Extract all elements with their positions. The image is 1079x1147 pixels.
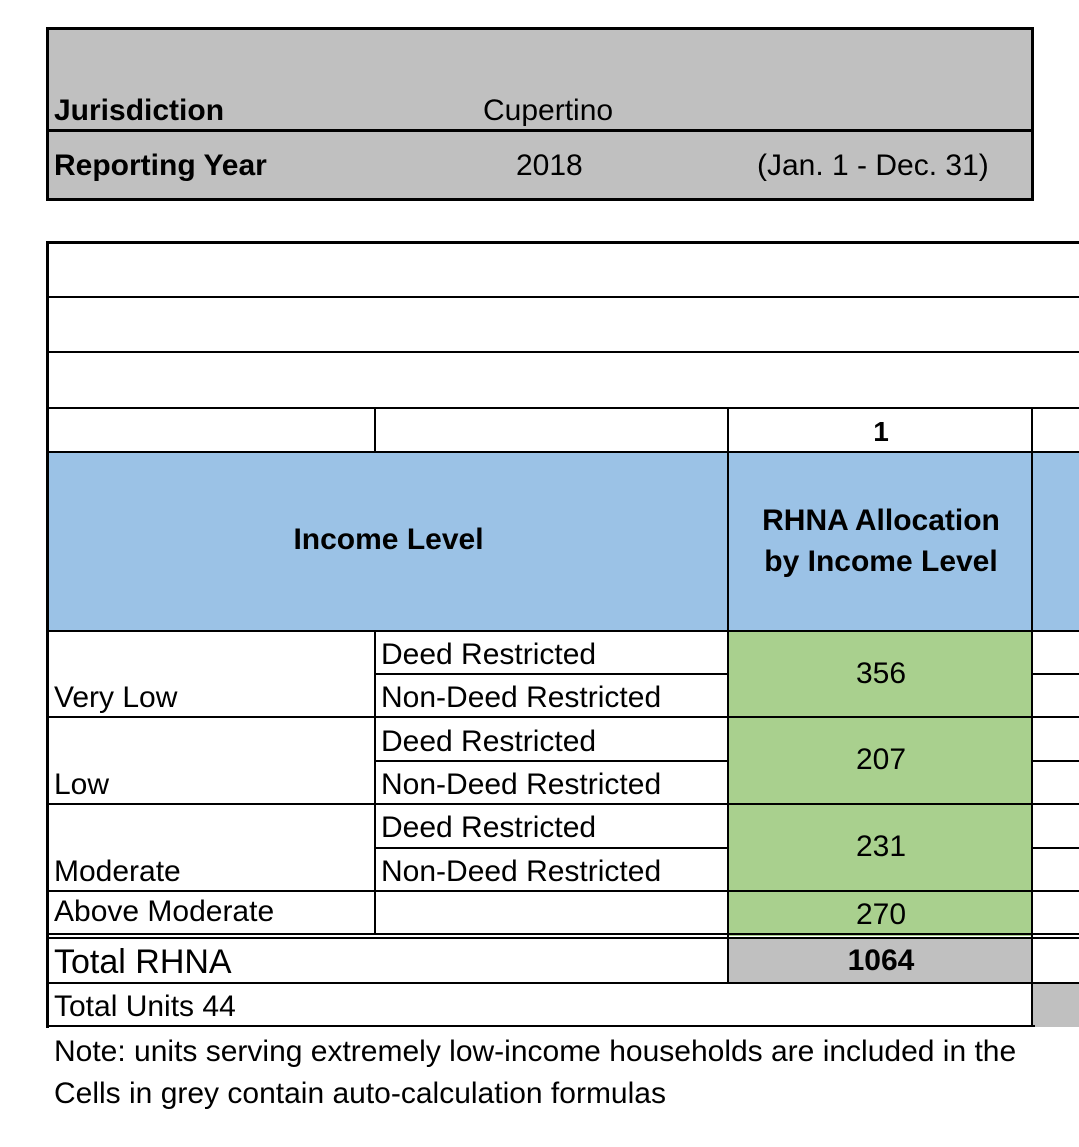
next-column-header-cell xyxy=(1033,453,1079,631)
total-rhna-value: 1064 xyxy=(847,944,915,977)
reporting-period: (Jan. 1 - Dec. 31) xyxy=(757,149,989,182)
income-level-header: Income Level xyxy=(293,523,484,556)
total-units-label: Total Units 44 xyxy=(54,990,236,1023)
income-level-moderate: Moderate xyxy=(54,855,181,888)
income-level-very-low: Very Low xyxy=(54,681,178,714)
header-divider xyxy=(49,129,1031,132)
rhna-header-line2: by Income Level xyxy=(764,545,998,578)
jurisdiction-label: Jurisdiction xyxy=(54,94,225,127)
very-low-non-deed-restricted: Non-Deed Restricted xyxy=(381,681,662,714)
jurisdiction-value: Cupertino xyxy=(483,94,614,127)
rhna-header-line1: RHNA Allocation xyxy=(762,504,1000,537)
low-rhna-value: 207 xyxy=(855,743,907,776)
column-number: 1 xyxy=(873,416,889,447)
reporting-year-value: 2018 xyxy=(516,149,583,182)
very-low-rhna-value: 356 xyxy=(855,657,907,690)
income-level-low: Low xyxy=(54,768,110,801)
moderate-rhna-value: 231 xyxy=(855,830,907,863)
very-low-deed-restricted: Deed Restricted xyxy=(381,638,597,671)
rhna-header-cell xyxy=(729,453,1033,631)
low-non-deed-restricted: Non-Deed Restricted xyxy=(381,768,662,801)
note-extremely-low-income: Note: units serving extremely low-income households are included in the xyxy=(54,1035,1017,1068)
above-moderate-rhna-value: 270 xyxy=(855,898,907,931)
low-deed-restricted: Deed Restricted xyxy=(381,725,597,758)
note-grey-cells: Cells in grey contain auto-calculation formulas xyxy=(54,1077,666,1110)
moderate-deed-restricted: Deed Restricted xyxy=(381,811,597,844)
total-rhna-label: Total RHNA xyxy=(54,943,232,981)
moderate-non-deed-restricted: Non-Deed Restricted xyxy=(381,855,662,888)
income-level-above-moderate: Above Moderate xyxy=(54,895,275,928)
reporting-year-label: Reporting Year xyxy=(54,149,267,182)
total-units-calc-cell xyxy=(1033,983,1079,1027)
